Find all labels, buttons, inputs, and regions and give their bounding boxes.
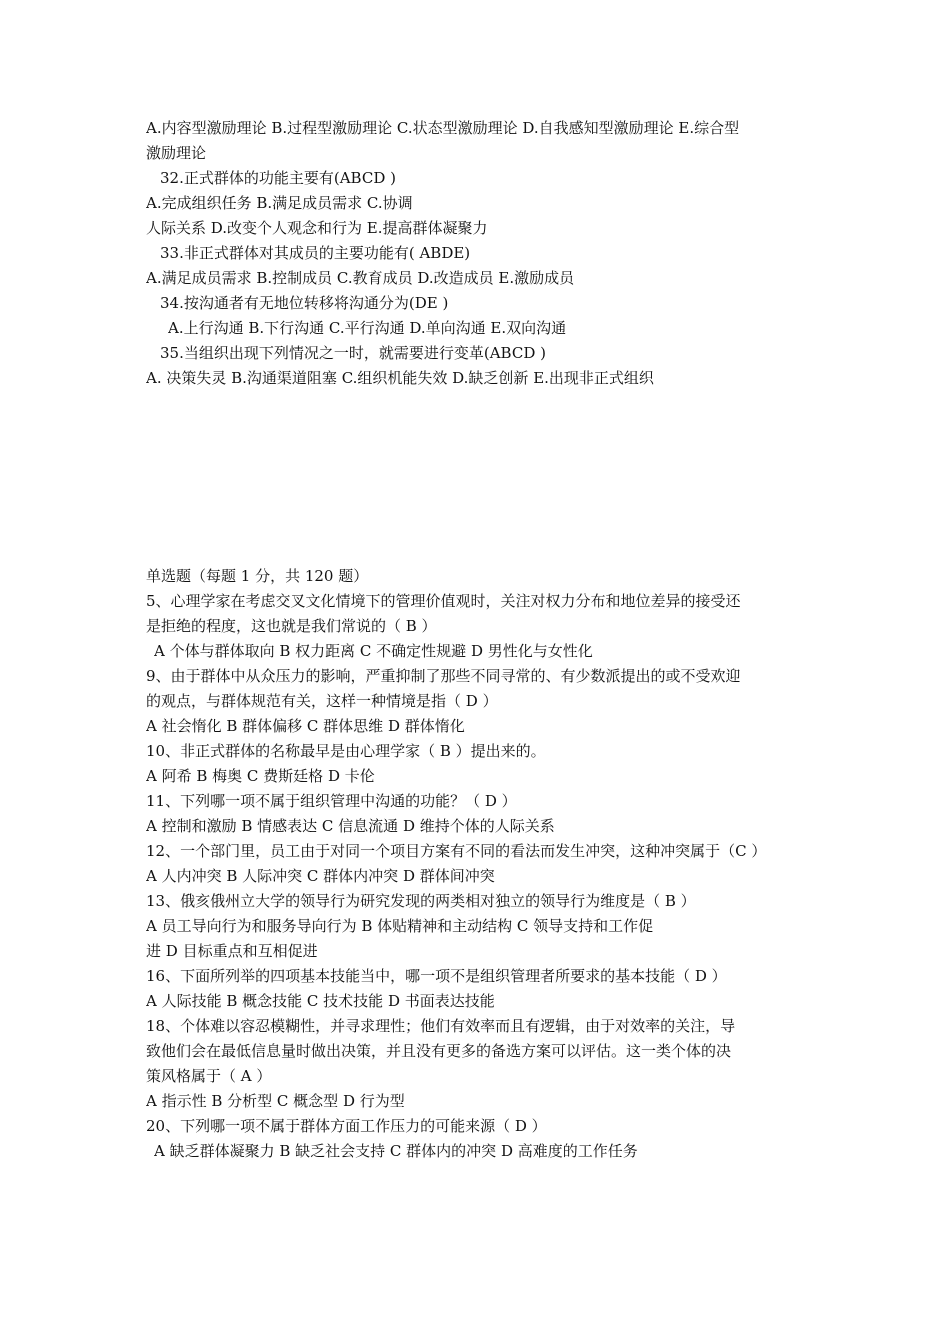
q33-question: 33.非正式群体对其成员的主要功能有( ABDE): [160, 244, 471, 262]
q13-options-cont: 进 D 目标重点和互相促进: [146, 942, 318, 960]
q33-options: A.满足成员需求 B.控制成员 C.教育成员 D.改造成员 E.激励成员: [146, 269, 575, 287]
q18-options: A 指示性 B 分析型 C 概念型 D 行为型: [146, 1092, 405, 1110]
q13-question: 13、俄亥俄州立大学的领导行为研究发现的两类相对独立的领导行为维度是（ B ）: [146, 892, 696, 910]
q5-question: 5、心理学家在考虑交叉文化情境下的管理价值观时，关注对权力分布和地位差异的接受还: [146, 592, 741, 610]
q16-question: 16、下面所列举的四项基本技能当中，哪一项不是组织管理者所要求的基本技能（ D ）: [146, 967, 727, 985]
q20-options: A 缺乏群体凝聚力 B 缺乏社会支持 C 群体内的冲突 D 高难度的工作任务: [154, 1142, 638, 1160]
q31-options: A.内容型激励理论 B.过程型激励理论 C.状态型激励理论 D.自我感知型激励理论 E.综合型: [146, 119, 740, 137]
q16-options: A 人际技能 B 概念技能 C 技术技能 D 书面表达技能: [146, 992, 495, 1010]
q9-options: A 社会惰化 B 群体偏移 C 群体思维 D 群体惰化: [146, 717, 465, 735]
q5-question-cont: 是拒绝的程度，这也就是我们常说的（ B ）: [146, 617, 437, 635]
q10-question: 10、非正式群体的名称最早是由心理学家（ B ）提出来的。: [146, 742, 546, 760]
q13-options: A 员工导向行为和服务导向行为 B 体贴精神和主动结构 C 领导支持和工作促: [146, 917, 654, 935]
q11-options: A 控制和激励 B 情感表达 C 信息流通 D 维持个体的人际关系: [146, 817, 555, 835]
q18-question-cont2: 策风格属于（ A ）: [146, 1067, 272, 1085]
q5-options: A 个体与群体取向 B 权力距离 C 不确定性规避 D 男性化与女性化: [154, 642, 593, 660]
q9-question-cont: 的观点，与群体规范有关，这样一种情境是指（ D ）: [146, 692, 498, 710]
q18-question: 18、个体难以容忍模糊性，并寻求理性；他们有效率而且有逻辑，由于对效率的关注，导: [146, 1017, 736, 1035]
q20-question: 20、下列哪一项不属于群体方面工作压力的可能来源（ D ）: [146, 1117, 547, 1135]
q10-options: A 阿希 B 梅奥 C 费斯廷格 D 卡伦: [146, 767, 375, 785]
q32-options-cont: 人际关系 D.改变个人观念和行为 E.提高群体凝聚力: [146, 219, 488, 237]
q9-question: 9、由于群体中从众压力的影响，严重抑制了那些不同寻常的、有少数派提出的或不受欢迎: [146, 667, 741, 685]
section-heading: 单选题（每题 1 分，共 120 题）: [146, 567, 369, 585]
q32-question: 32.正式群体的功能主要有(ABCD ): [160, 169, 396, 187]
q32-options: A.完成组织任务 B.满足成员需求 C.协调: [146, 194, 413, 212]
q12-question: 12、一个部门里，员工由于对同一个项目方案有不同的看法而发生冲突，这种冲突属于（C ）: [146, 842, 767, 860]
q34-options: A.上行沟通 B.下行沟通 C.平行沟通 D.单向沟通 E.双向沟通: [168, 319, 567, 337]
q34-question: 34.按沟通者有无地位转移将沟通分为(DE ): [160, 294, 449, 312]
q35-question: 35.当组织出现下列情况之一时，就需要进行变革(ABCD ): [160, 344, 546, 362]
q35-options: A. 决策失灵 B.沟通渠道阻塞 C.组织机能失效 D.缺乏创新 E.出现非正式组织: [146, 369, 654, 387]
q12-options: A 人内冲突 B 人际冲突 C 群体内冲突 D 群体间冲突: [146, 867, 495, 885]
q31-options-cont: 激励理论: [146, 144, 207, 162]
q18-question-cont: 致他们会在最低信息量时做出决策，并且没有更多的备选方案可以评估。这一类个体的决: [146, 1042, 732, 1060]
q11-question: 11、下列哪一项不属于组织管理中沟通的功能？（ D ）: [146, 792, 517, 810]
